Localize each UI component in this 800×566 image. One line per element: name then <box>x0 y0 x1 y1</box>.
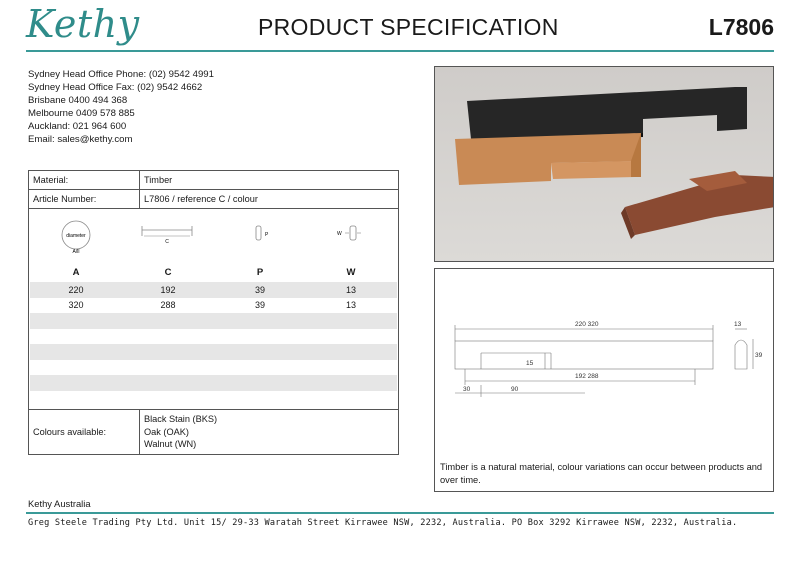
dim-length: 220 320 <box>575 321 599 328</box>
article-value: L7806 / reference C / colour <box>140 190 399 209</box>
cell-p: 39 <box>254 284 265 295</box>
dim-inner: 15 <box>526 360 534 367</box>
cell-p: 39 <box>254 300 265 311</box>
colours-label: Colours available: <box>29 410 140 455</box>
material-row <box>29 171 399 190</box>
spec-table <box>28 170 399 209</box>
diameter-label: diameter <box>66 233 86 239</box>
handle-p-icon <box>252 222 274 244</box>
contact-line: Brisbane 0400 494 368 <box>28 95 128 106</box>
table-row-empty <box>30 329 397 345</box>
handle-w-icon <box>334 222 374 244</box>
technical-drawing <box>435 269 775 459</box>
article-row <box>29 190 399 209</box>
dim-width: 13 <box>734 321 742 328</box>
contact-line: Melbourne 0409 578 885 <box>28 108 135 119</box>
colour-item: Black Stain (BKS) <box>144 414 218 424</box>
table-row-empty <box>30 344 397 360</box>
cell-a: 220 <box>68 284 84 295</box>
c-label: C <box>165 239 169 244</box>
cell-a: 320 <box>68 300 84 311</box>
kethy-logo: Kethy <box>26 2 140 46</box>
cell-c: 192 <box>160 284 176 295</box>
dim-span: 90 <box>511 386 519 393</box>
product-photo <box>434 66 774 262</box>
colours-row <box>29 410 399 455</box>
table-row-empty <box>30 375 397 391</box>
table-row-empty <box>30 313 397 329</box>
col-header-p: P <box>256 267 264 278</box>
timber-note: Timber is a natural material, colour variations can occur between products and over time. <box>440 462 763 485</box>
dimension-rows <box>30 282 397 391</box>
col-header-a: A <box>72 267 80 278</box>
colour-item: Walnut (WN) <box>144 439 197 449</box>
technical-drawing-panel <box>434 268 774 492</box>
colours-table <box>28 409 399 455</box>
page-title: PRODUCT SPECIFICATION <box>258 14 559 40</box>
material-label: Material: <box>29 171 140 190</box>
contact-email[interactable]: Email: sales@kethy.com <box>28 134 133 145</box>
diameter-sub: A/ll <box>72 249 80 255</box>
contact-line: Sydney Head Office Fax: (02) 9542 4662 <box>28 82 203 93</box>
p-label: P <box>265 232 269 238</box>
table-row <box>30 298 397 314</box>
article-label: Article Number: <box>29 190 140 209</box>
product-code: L7806 <box>708 14 774 40</box>
table-row-empty <box>30 360 397 376</box>
dim-centres: 192 288 <box>575 373 599 380</box>
colour-item: Oak (OAK) <box>144 426 189 437</box>
cell-w: 13 <box>345 300 356 311</box>
dim-height: 39 <box>755 352 763 359</box>
footer-address: Greg Steele Trading Pty Ltd. Unit 15/ 29-33 Waratah Street Kirrawee NSW, 2232, Australia. PO Box 3292 Kirrawee NSW, 2232, Australia. <box>28 518 738 528</box>
header-divider <box>26 50 774 52</box>
colours-list <box>140 410 399 455</box>
diameter-icon <box>56 218 96 256</box>
contact-list <box>28 68 214 146</box>
footer-divider <box>26 512 774 514</box>
footer-company: Kethy Australia <box>28 498 91 509</box>
handles-illustration <box>435 67 774 262</box>
dim-offset: 30 <box>463 386 471 393</box>
contact-line: Auckland: 021 964 600 <box>28 121 127 132</box>
cell-c: 288 <box>160 300 176 311</box>
cell-w: 13 <box>345 284 356 295</box>
w-label: W <box>337 231 342 237</box>
contact-line: Sydney Head Office Phone: (02) 9542 4991 <box>28 69 214 80</box>
col-header-c: C <box>164 267 172 278</box>
col-header-w: W <box>346 267 356 278</box>
table-row <box>30 282 397 298</box>
material-value: Timber <box>140 171 399 190</box>
handle-c-icon <box>136 222 200 244</box>
